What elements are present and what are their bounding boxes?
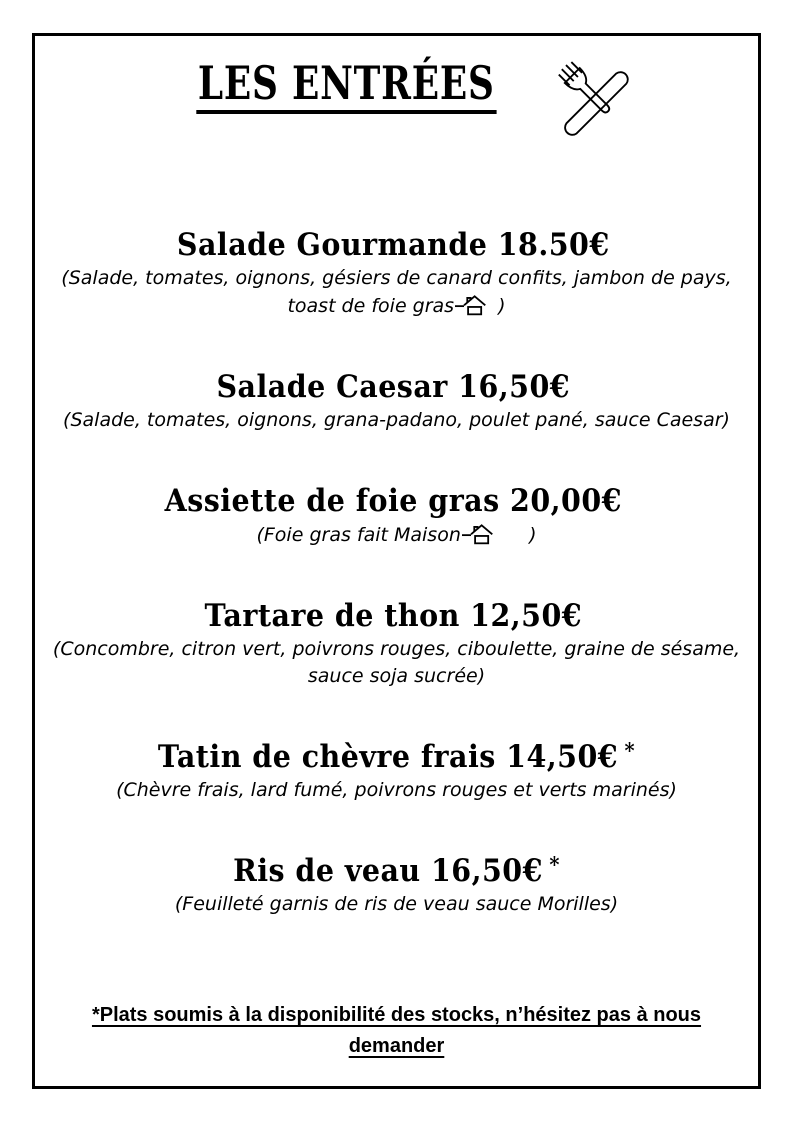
item-description-text: (Feuilleté garnis de ris de veau sauce Morilles) [174,893,619,915]
item-description-text: (Salade, tomates, oignons, gésiers de canard confits, jambon de pays, toast de foie gras [61,267,732,317]
menu-item [35,732,758,804]
menu-item-name [64,846,729,890]
item-name-text: Salade Gourmande 18.50€ [176,227,610,263]
menu-page-border [32,33,761,1089]
item-asterisk: * [549,852,560,877]
menu-item-name [64,220,729,264]
menu-item-name [64,476,729,520]
menu-item-description [41,636,753,690]
menu-item-description [41,265,753,320]
menu-item-description [41,891,753,918]
item-name-text: Salade Caesar 16,50€ [216,369,571,405]
home-icon [462,521,498,546]
item-description-close: ) [498,524,537,546]
item-name-text: Assiette de foie gras 20,00€ [164,483,622,519]
item-description-text: (Concombre, citron vert, poivrons rouges, ciboulette, graine de sésame, sauce soja sucrée) [52,638,741,687]
item-description-text: (Salade, tomates, oignons, grana-padano, poulet pané, sauce Caesar) [63,409,730,431]
menu-item-list [35,220,758,918]
menu-item-description [41,521,753,549]
item-name-text: Ris de veau 16,50€ [233,853,543,889]
item-description-close: ) [492,295,506,317]
menu-item [35,591,758,690]
availability-note: *Plats soumis à la disponibilité des stocks, n’hésitez pas à nous demander [91,1004,702,1057]
menu-item-name [64,732,729,776]
menu-header [35,58,758,136]
menu-item-name [64,591,729,635]
page-title: LES ENTRÉES [197,58,497,114]
menu-item-description [41,777,753,804]
fork-knife-icon [553,60,639,136]
item-description-text: (Foie gras fait Maison [256,524,461,546]
item-description-text: (Chèvre frais, lard fumé, poivrons rouges et verts marinés) [116,779,677,801]
item-name-text: Tartare de thon 12,50€ [204,598,583,634]
menu-item [35,476,758,549]
menu-item [35,362,758,434]
menu-item [35,846,758,918]
item-name-text: Tatin de chèvre frais 14,50€ [157,739,619,775]
home-icon [455,292,491,317]
menu-item [35,220,758,320]
menu-item-description [41,407,753,434]
menu-item-name [64,362,729,406]
menu-content [35,36,758,1086]
item-asterisk: * [624,738,636,763]
